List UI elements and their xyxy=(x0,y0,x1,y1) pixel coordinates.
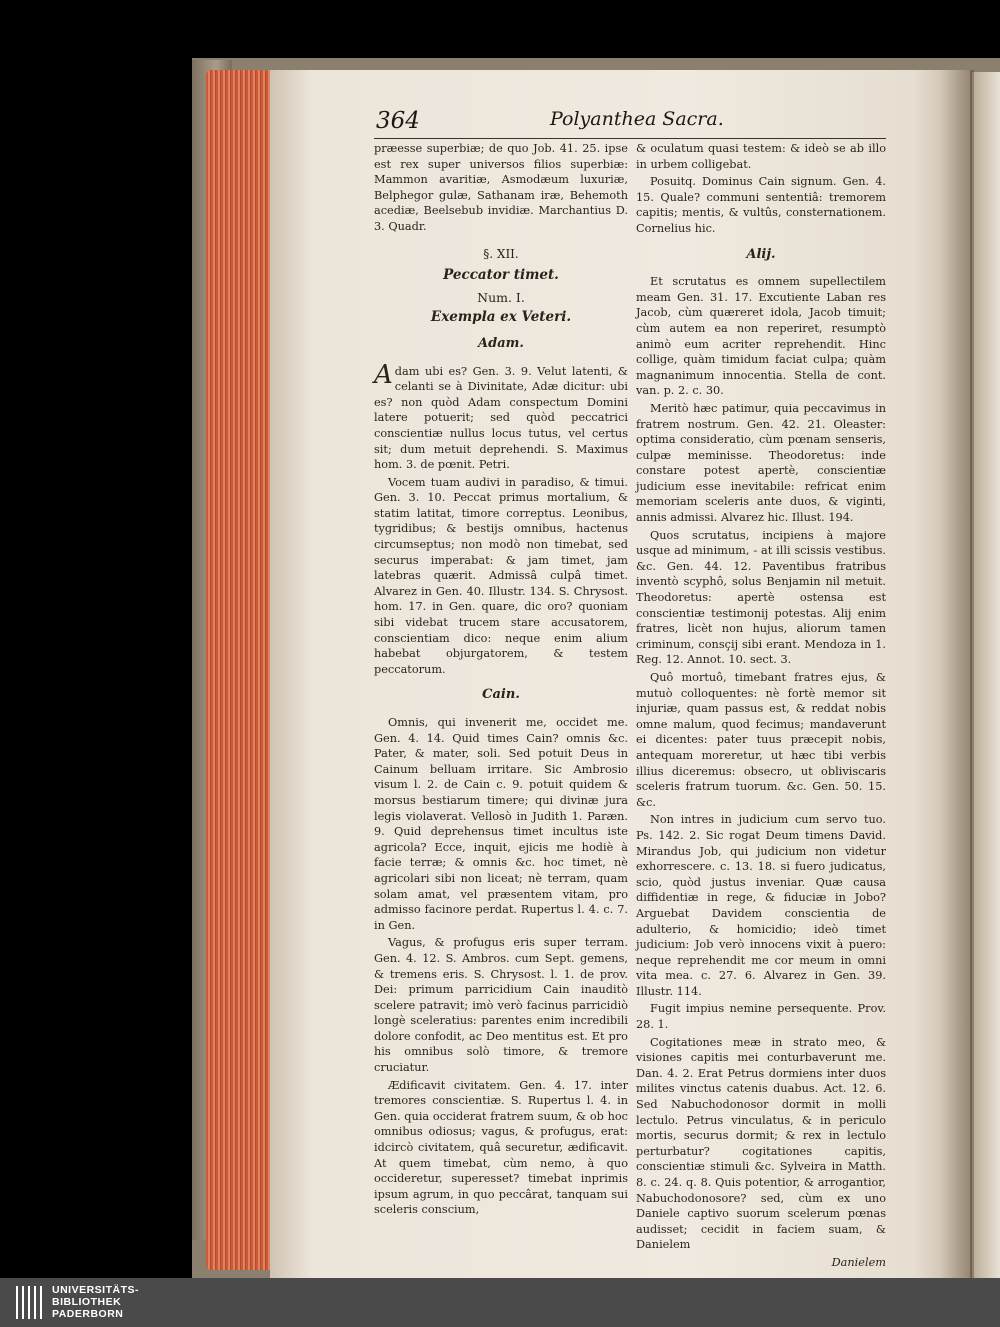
library-name-line-2: BIBLIOTHEK xyxy=(52,1296,122,1308)
paragraph: Ædificavit civitatem. Gen. 4. 17. inter tremores conscientiæ. S. Rupertus l. 4. in Gen. quia occiderat fratrem suum, & ob hoc omnibus odiosus; vagus, & profugus, erat: idcircò civitatem, quâ securetur, ædificavit. At quem timebat, cùm nemo, à quo occideretur, superesset? timebat inprimis ipsum agrum, in quo peccârat, tanquam sui sceleris conscium, xyxy=(374,1078,628,1217)
alij-heading: Alij. xyxy=(746,246,776,262)
paragraph: Fugit impius nemine persequente. Prov. 28. 1. xyxy=(636,1002,886,1032)
running-title: Polyanthea Sacra. xyxy=(550,108,724,130)
paragraph: Non intres in judicium cum servo tuo. Ps. 142. 2. Sic rogat Deum timens David. Mirandus Job, qui judicium non videtur exhorrescere. c. 13. 18. si fuero judicatus, scio, quòd justus inveniar. Quæ causa diffidentiæ in rege, & fiduciæ in Jobo? Arguebat Davidem conscientia de adulterio, & homicidio; ideò timet judicium: Job verò innocens vixit à puero: neque reprehendit me cor meum in omni vita mea. c. 27. 6. Alvarez in Gen. 39. Illustr. 114. xyxy=(636,813,886,998)
paragraph: Vagus, & profugus eris super terram. Gen. 4. 12. S. Ambros. cum Sept. gemens, & tremens eris. S. Chrysost. l. 1. de prov. Dei: primum parricidium Cain inauditò scelere patravit; imò verò facinus parricidiò longè sceleratius: parentes enim incredibili dolore confodit, ac Deo mentitus est. Et pro his omnibus solò timore, & tremore cruciatur. xyxy=(374,936,628,1075)
paragraph: Meritò hæc patimur, quia peccavimus in fratrem nostrum. Gen. 42. 21. Oleaster: optima consideratio, cùm pœnam senseris, culpæ meminisse. Theodoretus: inde constare potest apertè, conscientiæ judicium esse inevitabile: refricat enim memoriam sceleris ante duos, & viginti, annis admissi. Alvarez hic. Illust. 194. xyxy=(636,401,886,525)
paragraph: præesse superbiæ; de quo Job. 41. 25. ipse est rex super universos filios superbiæ: Mammon avaritiæ, Asmodæum luxuriæ, Belphegor gulæ, Sathanam iræ, Behemoth acediæ, Beelsebub invidiæ. Marchantius D. 3. Quadr. xyxy=(374,142,628,233)
section-number: §. XII. xyxy=(483,246,519,261)
paragraph: Quos scrutatus, incipiens à majore usque ad minimum, - at illi scissis vestibus. &c. Gen. 44. 12. Paventibus fratribus inventò scyphô, solus Benjamin nil metuit. Theodoretus: apertè ostensa est conscientiæ testimonij potestas. Alij enim fratres, licèt non hujus, aliorum tamen criminum, consçij sibi erant. Mendoza in 1. Reg. 12. Annot. 10. sect. 3. xyxy=(636,528,886,667)
page-number: 364 xyxy=(376,108,420,134)
library-name-line-1: UNIVERSITÄTS- xyxy=(52,1284,140,1296)
adam-block xyxy=(374,359,628,473)
library-footer xyxy=(0,1278,1000,1327)
adam-heading: Adam. xyxy=(478,335,524,351)
catchword: Danielem xyxy=(831,1255,886,1269)
paragraph: Quô mortuô, timebant fratres ejus, & mutuò colloquentes: nè fortè memor sit injuriæ, quam passus est, & reddat nobis omne malum, quod fecimus; mandaverunt ei dicentes: pater tuus præcepit nobis, antequam moreretur, ut hæc tibi verbis illius diceremus: obsecro, ut obliviscaris sceleris fratrum tuorum. &c. Gen. 50. 15. &c. xyxy=(636,671,886,809)
number-heading: Num. I. xyxy=(477,289,525,305)
right-column xyxy=(636,141,886,1271)
facing-page-edge xyxy=(972,72,1000,1287)
paragraph: & oculatum quasi testem: & ideò se ab illo in urbem colligebat. xyxy=(636,142,886,171)
page-edges xyxy=(206,70,272,1270)
left-column xyxy=(374,141,628,1220)
library-logo-icon xyxy=(16,1286,42,1319)
section-title: Peccator timet. xyxy=(443,267,559,284)
cain-heading: Cain. xyxy=(482,687,520,703)
gutter-shadow xyxy=(940,70,974,1295)
paragraph: Omnis, qui invenerit me, occidet me. Gen. 4. 14. Quid times Cain? omnis &c. Pater, & mater, soli. Sed potuit Deus in Cainum belluam irritare. Sic Ambrosio visum l. 2. de Cain c. 9. potuit quidem & morsus bestiarum timere; qui divinæ jura legis violaverat. Vellosò in Judith 1. Paræn. 9. Quid deprehensus timet incultus iste agricola? Ecce, inquit, ejicis me hodiè à facie terræ; & omnis &c. hoc timet, nè agricolari sibi non liceat; nè terram, quam solam amat, vel præsentem vitam, pro admisso facinore perdat. Rupertus l. 4. c. 7. in Gen. xyxy=(374,716,628,932)
paragraph: Adam ubi es? Gen. 3. 9. Velut latenti, & celanti se à Divinitate, Adæ dicitur: ubi es? non quòd Adam conspectum Domini latere potuerit; sed quòd peccatrici conscientiæ nullus locus tutus, vel certus sit; dum metuit deprehendi. S. Maximus hom. 3. de pœnit. Petri. xyxy=(374,359,628,472)
examples-heading: Exempla ex Veteri. xyxy=(430,309,572,326)
library-name-line-3: PADERBORN xyxy=(52,1308,124,1320)
paragraph: Cogitationes meæ in strato meo, & visiones capitis mei conturbaverunt me. Dan. 4. 2. Erat Petrus dormiens inter duos milites vinctus catenis duabus. Act. 12. 6. Sed Nabuchodonosor dormit in molli lectulo. Petrus vinculatus, & in periculo mortis, securus dormit; & rex in lectulo perturbatur? cogitationes capitis, conscientiæ stimuli &c. Sylveira in Matth. 8. c. 24. q. 8. Quis potentior, & arrogantior, Nabuchodonosore? sed, cùm ex uno Daniele captivo suorum scelerum pœnas audisset; cecidit in faciem suam, & Danielem xyxy=(636,1035,886,1252)
paragraph: Posuitq. Dominus Cain signum. Gen. 4. 15. Quale? communi sententiâ: tremorem capitis; mentis, & vultûs, consternationem. Cornelius hic. xyxy=(636,175,886,235)
paragraph: Vocem tuam audivi in paradiso, & timui. Gen. 3. 10. Peccat primus mortalium, & statim latitat, timore correptus. Leonibus, tygridibus; & bestijs omnibus, hactenus circumseptus; non modò non timebat, sed securus imperabat: & jam timet, jam latebras quærit. Admissâ culpâ timet. Alvarez in Gen. 40. Illustr. 134. S. Chrysost. hom. 17. in Gen. quare, dic oro? quoniam sibi videbat trucem stare accusatorem, conscientiam dico: neque enim alium habebat objurgatorem, & testem peccatorum. xyxy=(374,475,628,676)
paragraph: Et scrutatus es omnem supellectilem meam Gen. 31. 17. Excutiente Laban res Jacob, cùm quæreret idola, Jacob timuit; cùm autem ea non reperiret, resumptò animò eum acriter reprehendit. Hinc collige, quàm timidum faciat culpa; quàm magnanimum innocentia. Stella de cont. van. p. 2. c. 30. xyxy=(636,275,886,398)
header-rule xyxy=(374,138,886,139)
